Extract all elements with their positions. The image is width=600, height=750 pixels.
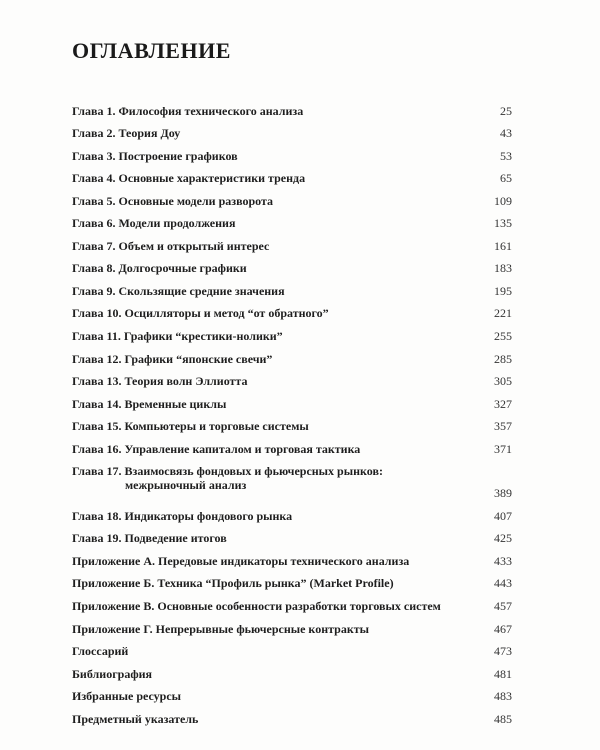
toc-entry (72, 208, 512, 231)
toc-entry-label: Глава 7. Объем и открытый интерес (72, 238, 270, 253)
toc-entry-label-line2: межрыночный анализ (125, 477, 247, 492)
toc-entry-page: 183 (494, 261, 512, 276)
toc-entry-label: Глава 14. Временные циклы (72, 396, 227, 411)
toc-entry-page: 255 (494, 329, 512, 344)
toc-entry-label: Глава 3. Построение графиков (72, 148, 238, 163)
toc-entry (72, 456, 512, 501)
toc-entry-label: Глава 4. Основные характеристики тренда (72, 171, 306, 186)
toc-entry-label: Глава 5. Основные модели разворота (72, 193, 274, 208)
toc-entry-label: Глоссарий (72, 644, 129, 659)
toc-entry (72, 703, 512, 726)
toc-entry (72, 343, 512, 366)
toc-entry-label: Глава 16. Управление капиталом и торговая тактика (72, 441, 361, 456)
toc-entry (72, 433, 512, 456)
toc-entry-page: 485 (494, 711, 512, 726)
toc-entry (72, 658, 512, 681)
toc-entry (72, 523, 512, 546)
toc-entry-page: 371 (494, 441, 512, 456)
toc-entry-page: 467 (494, 621, 512, 636)
toc-entry-page: 195 (494, 283, 512, 298)
toc-entry-page: 457 (494, 598, 512, 613)
toc-entry-label: Глава 19. Подведение итогов (72, 531, 227, 546)
toc-entry-label: Глава 10. Осцилляторы и метод “от обратного” (72, 306, 329, 321)
toc-entry-page: 389 (494, 486, 512, 501)
toc-entry-page: 161 (494, 238, 512, 253)
toc-entry (72, 298, 512, 321)
toc-entry-page: 135 (494, 216, 512, 231)
toc-entry (72, 388, 512, 411)
toc-entry (72, 95, 512, 118)
toc-entry (72, 230, 512, 253)
toc-entry (72, 253, 512, 276)
toc-entry-page: 473 (494, 644, 512, 659)
toc-entry-page: 327 (494, 396, 512, 411)
toc-entry-label: Приложение Г. Непрерывные фьючерсные контракты (72, 621, 369, 636)
toc-entry (72, 140, 512, 163)
toc-entry-page: 425 (494, 531, 512, 546)
toc-entry (72, 163, 512, 186)
toc-entry-label: Глава 2. Теория Доу (72, 126, 181, 141)
toc-entry (72, 320, 512, 343)
toc-entry-page: 25 (500, 103, 512, 118)
toc-entry-page: 483 (494, 689, 512, 704)
toc-entry (72, 636, 512, 659)
toc-entry-page: 305 (494, 374, 512, 389)
toc-entry-label (72, 456, 494, 492)
toc-entry-page: 221 (494, 306, 512, 321)
toc-entry-page: 443 (494, 576, 512, 591)
toc-entry-label: Библиография (72, 666, 153, 681)
toc-entry-label: Приложение В. Основные особенности разработки торговых систем (72, 598, 441, 613)
toc-entry-label: Глава 13. Теория волн Эллиотта (72, 374, 248, 389)
toc-entry (72, 185, 512, 208)
toc-entry-label: Предметный указатель (72, 711, 199, 726)
toc-entry (72, 500, 512, 523)
toc-entry-page: 481 (494, 666, 512, 681)
toc-entry-label: Глава 12. Графики “японские свечи” (72, 351, 273, 366)
toc-entry (72, 613, 512, 636)
toc-entry-label-line1: Глава 17. Взаимосвязь фондовых и фьючерсных рынков: (72, 463, 383, 478)
toc-entry (72, 366, 512, 389)
toc-entry-page: 433 (494, 553, 512, 568)
toc-entry-page: 43 (500, 126, 512, 141)
toc-entry-label: Приложение Б. Техника “Профиль рынка” (Market Profile) (72, 576, 394, 591)
toc-entry-label: Глава 6. Модели продолжения (72, 216, 236, 231)
toc-entry-label: Глава 8. Долгосрочные графики (72, 261, 247, 276)
toc-entry (72, 545, 512, 568)
toc-entry-label: Приложение А. Передовые индикаторы технического анализа (72, 553, 410, 568)
toc-entry-label: Глава 15. Компьютеры и торговые системы (72, 419, 309, 434)
toc-entry (72, 681, 512, 704)
toc-entry-page: 65 (500, 171, 512, 186)
toc-list (72, 95, 512, 726)
toc-entry-label: Глава 11. Графики “крестики-нолики” (72, 329, 283, 344)
toc-entry-label: Глава 9. Скользящие средние значения (72, 283, 285, 298)
toc-entry (72, 275, 512, 298)
toc-entry-page: 357 (494, 419, 512, 434)
toc-entry-label: Глава 18. Индикаторы фондового рынка (72, 508, 293, 523)
toc-entry-page: 53 (500, 148, 512, 163)
toc-entry-page: 285 (494, 351, 512, 366)
toc-entry-label: Избранные ресурсы (72, 689, 182, 704)
toc-entry (72, 568, 512, 591)
toc-entry (72, 590, 512, 613)
toc-entry (72, 118, 512, 141)
toc-entry-page: 407 (494, 508, 512, 523)
toc-entry (72, 411, 512, 434)
toc-entry-label: Глава 1. Философия технического анализа (72, 103, 304, 118)
toc-entry-page: 109 (494, 193, 512, 208)
page-title: ОГЛАВЛЕНИЕ (72, 38, 231, 63)
